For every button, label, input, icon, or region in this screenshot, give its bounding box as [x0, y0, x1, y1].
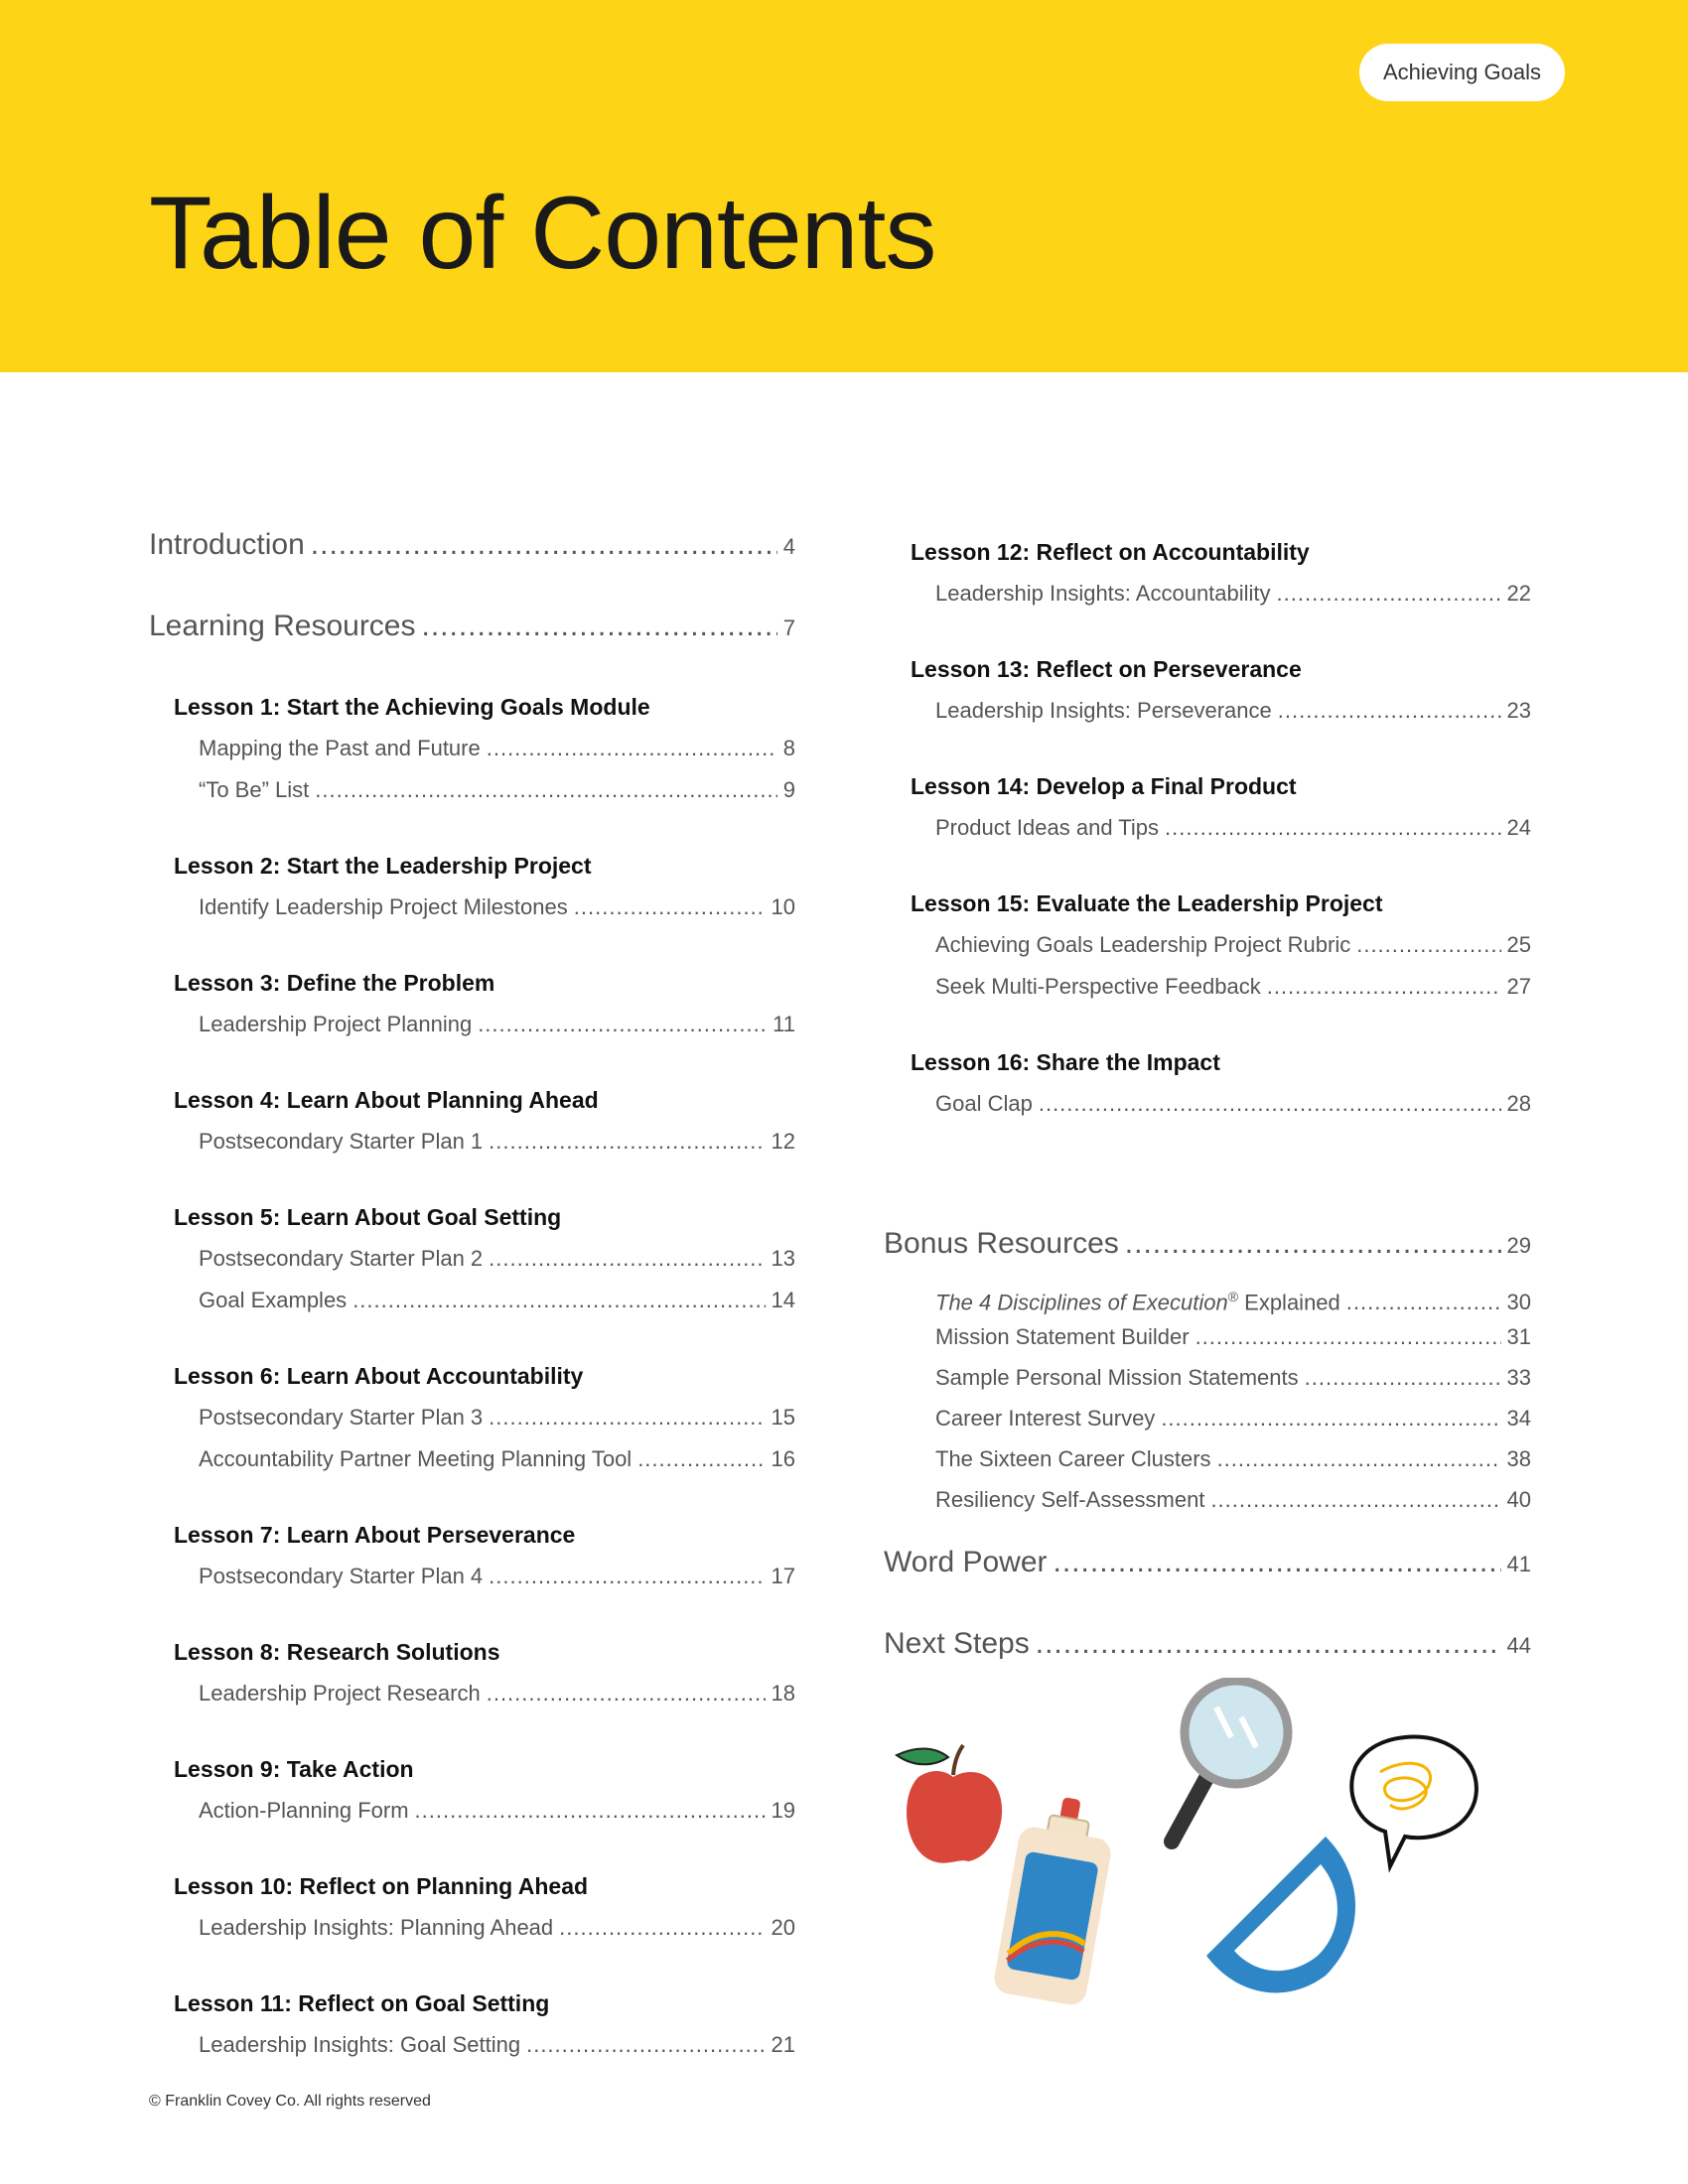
- page-number: 44: [1506, 1633, 1531, 1658]
- lesson-heading[interactable]: Lesson 16: Share the Impact: [911, 1049, 1220, 1075]
- lesson-heading[interactable]: Lesson 12: Reflect on Accountability: [911, 539, 1310, 565]
- page-number: 16: [771, 1446, 795, 1471]
- page-number: 15: [771, 1405, 795, 1430]
- page-number: 38: [1506, 1446, 1531, 1471]
- header-banner: [0, 0, 1688, 372]
- copyright-footer: © Franklin Covey Co. All rights reserved: [149, 2093, 431, 2110]
- page-number: 21: [771, 2032, 795, 2057]
- lesson-heading[interactable]: Lesson 5: Learn About Goal Setting: [174, 1204, 562, 1230]
- page-number: 11: [773, 1012, 795, 1036]
- page-number: 7: [782, 615, 795, 640]
- page-number: 4: [782, 534, 795, 559]
- page-number: 27: [1506, 974, 1531, 999]
- toc-entry[interactable]: Postsecondary Starter Plan 1 ..... 12: [149, 1126, 795, 1158]
- lesson-heading[interactable]: Lesson 14: Develop a Final Product: [911, 773, 1297, 799]
- lesson-heading[interactable]: Lesson 7: Learn About Perseverance: [174, 1522, 576, 1548]
- toc-entry[interactable]: Career Interest Survey ..... 34: [884, 1403, 1531, 1434]
- toc-entry[interactable]: Goal Clap ..... 28: [884, 1088, 1531, 1120]
- page-number: 18: [771, 1681, 795, 1706]
- page-number: 17: [771, 1564, 795, 1588]
- leader-dots: [311, 528, 777, 562]
- page-number: 9: [782, 777, 795, 802]
- toc-entry-word-power[interactable]: Word Power ..... 41: [884, 1546, 1531, 1587]
- toc-entry[interactable]: Postsecondary Starter Plan 3 ..... 15: [149, 1402, 795, 1433]
- toc-entry[interactable]: Leadership Project Planning ..... 11: [149, 1009, 795, 1040]
- lesson-heading[interactable]: Lesson 10: Reflect on Planning Ahead: [174, 1873, 589, 1899]
- toc-entry-next-steps[interactable]: Next Steps ..... 44: [884, 1627, 1531, 1669]
- lesson-heading[interactable]: Lesson 4: Learn About Planning Ahead: [174, 1087, 599, 1113]
- page-number: 31: [1506, 1324, 1531, 1349]
- toc-entry[interactable]: Leadership Insights: Perseverance ..... 23: [884, 695, 1531, 727]
- speech-bubble-icon: [1351, 1737, 1477, 1866]
- page-number: 30: [1506, 1290, 1531, 1315]
- toc-entry[interactable]: Accountability Partner Meeting Planning Tool ..... 16: [149, 1443, 795, 1475]
- toc-entry[interactable]: Resiliency Self-Assessment ..... 40: [884, 1484, 1531, 1516]
- page-number: 22: [1506, 581, 1531, 606]
- module-tag: Achieving Goals: [1359, 44, 1565, 101]
- page-number: 29: [1506, 1233, 1531, 1258]
- toc-entry[interactable]: Leadership Project Research ..... 18: [149, 1678, 795, 1709]
- toc-entry[interactable]: Leadership Insights: Goal Setting ..... 21: [149, 2029, 795, 2061]
- page-number: 25: [1506, 932, 1531, 957]
- toc-left-column: [149, 528, 795, 2061]
- toc-entry-learning-resources[interactable]: Learning Resources ..... 7: [149, 610, 795, 651]
- school-supplies-illustration: [889, 1678, 1524, 2015]
- lesson-heading[interactable]: Lesson 1: Start the Achieving Goals Module: [174, 694, 650, 720]
- lesson-heading[interactable]: Lesson 11: Reflect on Goal Setting: [174, 1990, 550, 2016]
- toc-entry[interactable]: “To Be” List ..... 9: [149, 774, 795, 806]
- page-number: 28: [1506, 1091, 1531, 1116]
- toc-entry[interactable]: Action-Planning Form ..... 19: [149, 1795, 795, 1827]
- toc-entry[interactable]: The Sixteen Career Clusters ..... 38: [884, 1443, 1531, 1475]
- page-number: 19: [771, 1798, 795, 1823]
- toc-entry[interactable]: Achieving Goals Leadership Project Rubric ..... 25: [884, 929, 1531, 961]
- lesson-heading[interactable]: Lesson 13: Reflect on Perseverance: [911, 656, 1302, 682]
- page-title: Table of Contents: [149, 176, 936, 291]
- page-number: 14: [771, 1288, 795, 1312]
- bonus-resources-section: [884, 1227, 1531, 1516]
- page-number: 20: [771, 1915, 795, 1940]
- toc-entry-bonus-resources[interactable]: Bonus Resources ..... 29: [884, 1227, 1531, 1269]
- page-number: 41: [1506, 1552, 1531, 1576]
- toc-entry[interactable]: Leadership Insights: Accountability ..... 22: [884, 578, 1531, 610]
- page-number: 13: [771, 1246, 795, 1271]
- page-number: 40: [1506, 1487, 1531, 1512]
- page-number: 8: [782, 736, 795, 760]
- lesson-heading[interactable]: Lesson 8: Research Solutions: [174, 1639, 500, 1665]
- toc-entry[interactable]: Product Ideas and Tips ..... 24: [884, 812, 1531, 844]
- toc-entry-introduction[interactable]: Introduction ..... 4: [149, 528, 795, 570]
- lesson-heading[interactable]: Lesson 15: Evaluate the Leadership Project: [911, 890, 1383, 916]
- toc-entry[interactable]: Postsecondary Starter Plan 2 ..... 13: [149, 1243, 795, 1275]
- page-number: 23: [1506, 698, 1531, 723]
- toc-entry[interactable]: Identify Leadership Project Milestones ..... 10: [149, 891, 795, 923]
- toc-entry[interactable]: Mission Statement Builder ..... 31: [884, 1321, 1531, 1353]
- toc-entry[interactable]: Goal Examples ..... 14: [149, 1285, 795, 1316]
- apple-icon: [897, 1745, 1002, 1863]
- toc-right-column: [884, 536, 1531, 1708]
- protractor-icon: [1206, 1837, 1355, 1992]
- toc-entry[interactable]: Sample Personal Mission Statements ..... 33: [884, 1362, 1531, 1394]
- page-number: 34: [1506, 1406, 1531, 1431]
- lesson-heading[interactable]: Lesson 6: Learn About Accountability: [174, 1363, 584, 1389]
- magnifying-glass-icon: [1172, 1681, 1288, 1842]
- toc-entry[interactable]: Postsecondary Starter Plan 4 ..... 17: [149, 1561, 795, 1592]
- page-number: 24: [1506, 815, 1531, 840]
- toc-entry[interactable]: The 4 Disciplines of Execution® Explained ..... 30: [884, 1281, 1531, 1312]
- toc-entry[interactable]: Leadership Insights: Planning Ahead ..... 20: [149, 1912, 795, 1944]
- lesson-heading[interactable]: Lesson 9: Take Action: [174, 1756, 414, 1782]
- toc-entry[interactable]: Mapping the Past and Future ..... 8: [149, 733, 795, 764]
- lesson-heading[interactable]: Lesson 3: Define the Problem: [174, 970, 495, 996]
- page-number: 33: [1506, 1365, 1531, 1390]
- page-number: 10: [771, 894, 795, 919]
- toc-entry[interactable]: Seek Multi-Perspective Feedback ..... 27: [884, 971, 1531, 1003]
- leader-dots: [422, 610, 777, 643]
- glue-bottle-icon: [992, 1791, 1119, 2007]
- page-number: 12: [771, 1129, 795, 1154]
- lesson-heading[interactable]: Lesson 2: Start the Leadership Project: [174, 853, 592, 879]
